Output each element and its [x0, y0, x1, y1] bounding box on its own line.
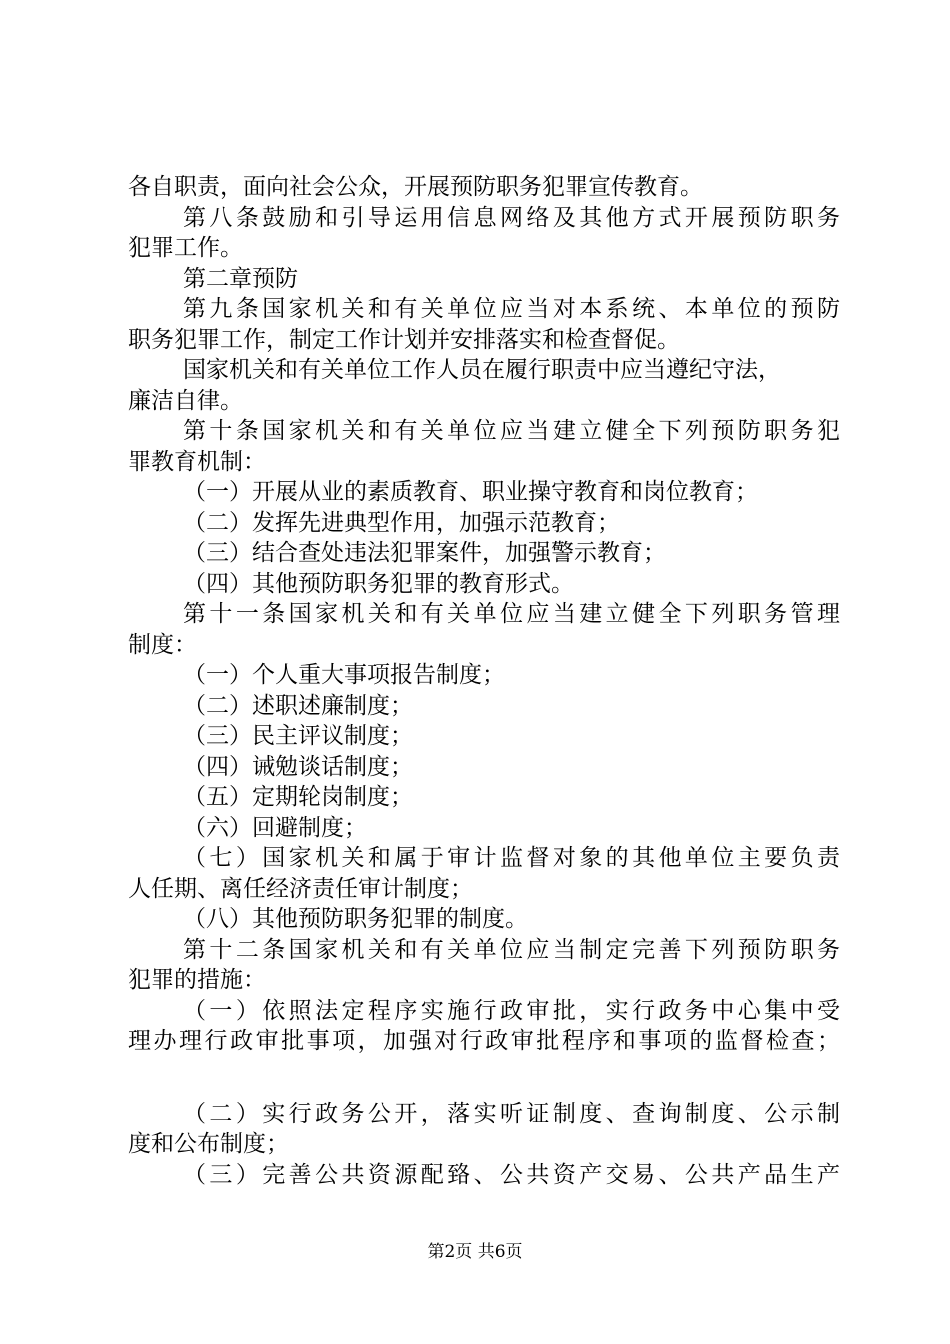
text-line: 第八条鼓励和引导运用信息网络及其他方式开展预防职务 [183, 204, 840, 231]
list-item: （二）发挥先进典型作用，加强示范教育； [183, 509, 620, 536]
text-line: 各自职责，面向社会公众，开展预防职务犯罪宣传教育。 [128, 174, 703, 200]
text-line: 度和公布制度； [128, 1131, 289, 1157]
text-line: 制度： [128, 631, 197, 658]
list-item: （二）述职述廉制度； [183, 692, 413, 719]
text-line: 第九条国家机关和有关单位应当对本系统、本单位的预防 [183, 296, 840, 322]
text-line: 犯罪工作。 [128, 235, 243, 261]
list-item: （二）实行政务公开，落实听证制度、查询制度、公示制 [183, 1100, 840, 1127]
chapter-heading: 第二章预防 [183, 265, 298, 292]
page-number-footer: 第2页 共6页 [427, 1242, 523, 1262]
text-line: 第十一条国家机关和有关单位应当建立健全下列职务管理 [183, 601, 840, 627]
list-item: （六）回避制度； [183, 814, 367, 841]
text-line: 廉洁自律。 [128, 387, 243, 414]
list-item: （一）个人重大事项报告制度； [183, 662, 505, 688]
list-item: （四）诫勉谈话制度； [183, 753, 413, 780]
text-line: 理办理行政审批事项，加强对行政审批程序和事项的监督检查； [128, 1028, 840, 1054]
text-line: 国家机关和有关单位工作人员在履行职责中应当遵纪守法， [183, 357, 781, 383]
list-item: （八）其他预防职务犯罪的制度。 [183, 906, 528, 932]
list-item: （四）其他预防职务犯罪的教育形式。 [183, 570, 574, 597]
text-line: 犯罪的措施： [128, 967, 266, 993]
blank-line [128, 1057, 840, 1099]
text-line: 职务犯罪工作，制定工作计划并安排落实和检查督促。 [128, 326, 680, 353]
document-body [128, 172, 840, 1190]
text-line: 罪教育机制： [128, 448, 266, 475]
list-item: （三）民主评议制度； [183, 723, 413, 749]
text-line: 第十二条国家机关和有关单位应当制定完善下列预防职务 [183, 936, 840, 963]
list-item: （三）完善公共资源配臵、公共资产交易、公共产品生产 [183, 1161, 840, 1188]
text-line: 第十条国家机关和有关单位应当建立健全下列预防职务犯 [183, 418, 840, 444]
list-item: （七）国家机关和属于审计监督对象的其他单位主要负责 [183, 845, 840, 871]
list-item: （五）定期轮岗制度； [183, 784, 413, 810]
list-item: （三）结合查处违法犯罪案件，加强警示教育； [183, 540, 666, 566]
list-item: （一）开展从业的素质教育、职业操守教育和岗位教育； [183, 479, 758, 505]
text-line: 人任期、离任经济责任审计制度； [128, 875, 473, 902]
list-item: （一）依照法定程序实施行政审批，实行政务中心集中受 [183, 997, 840, 1024]
